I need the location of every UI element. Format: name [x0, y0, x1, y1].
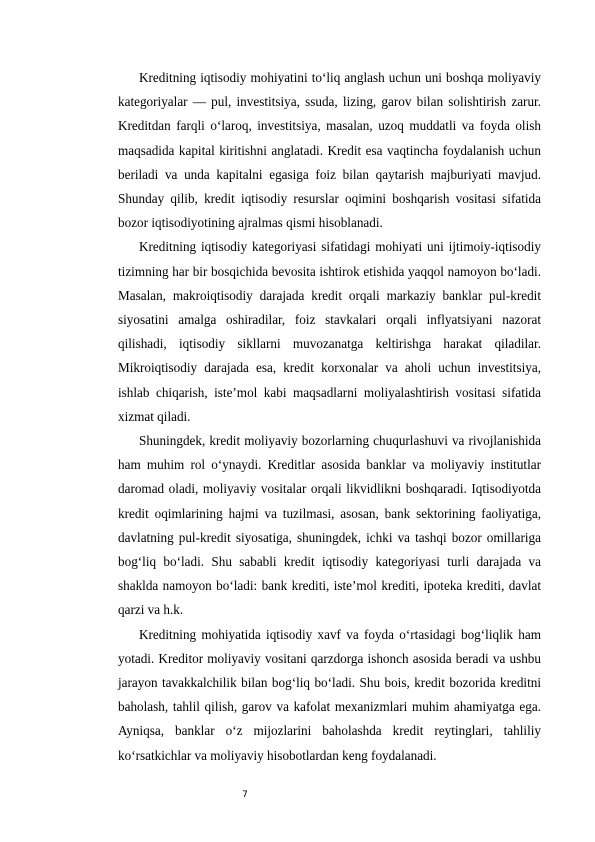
paragraph: Kreditning iqtisodiy mohiyatini to‘liq anglash uchun uni boshqa moliyaviy kategoriyalar — pul, investitsiya, ssuda, lizing, garov bilan solishtirish zarur. Kreditdan farqli o‘laroq, investitsiya, masalan, uzoq muddatli va foyda olish maqsadida kapital kiritishni anglatadi. Kredit esa vaqtincha foydalanish uchun beriladi va unda kapitalni egasiga foiz bilan qaytarish majburiyati mavjud. Shunday qilib, kredit iqtisodiy resurslar oqimini boshqarish vositasi sifatida bozor iqtisodiyotining ajralmas qismi hisoblanadi. [118, 70, 541, 231]
paragraph: Kreditning iqtisodiy kategoriyasi sifatidagi mohiyati uni ijtimoiy-iqtisodiy tizimning har bir bosqichida bevosita ishtirok etishida yaqqol namoyon bo‘ladi. Masalan, makroiqtisodiy darajada kredit orqali markaziy banklar pul-kredit siyosatini amalga oshiradilar, foiz stavkalari orqali inflyatsiyani nazorat qilishadi, iqtisodiy sikllarni muvozanatga keltirishga harakat qiladilar. Mikroiqtisodiy darajada esa, kredit korxonalar va aholi uchun investitsiya, ishlab chiqarish, iste’mol kabi maqsadlarni moliyalashtirish vositasi sifatida xizmat qiladi. [118, 239, 541, 424]
paragraph: Shuningdek, kredit moliyaviy bozorlarning chuqurlashuvi va rivojlanishida ham muhim rol o‘ynaydi. Kreditlar asosida banklar va moliyaviy institutlar daromad oladi, moliyaviy vositalar orqali likvidlikni boshqaradi. Iqtisodiyotda kredit oqimlarining hajmi va tuzilmasi, asosan, bank sektorining faoliyatiga, davlatning pul-kredit siyosatiga, shuningdek, ichki va tashqi bozor omillariga bog‘liq bo‘ladi. Shu sababli kredit iqtisodiy kategoriyasi turli darajada va shaklda namoyon bo‘ladi: bank krediti, iste’mol krediti, ipoteka krediti, davlat qarzi va h.k. [118, 433, 541, 618]
page-number: 7 [242, 790, 248, 800]
paragraph: Kreditning mohiyatida iqtisodiy xavf va foyda o‘rtasidagi bog‘liqlik ham yotadi. Kreditor moliyaviy vositani qarzdorga ishonch asosida beradi va ushbu jarayon tavakkalchilik bilan bog‘liq bo‘ladi. Shu bois, kredit bozorida kreditni baholash, tahlil qilish, garov va kafolat mexanizmlari muhim ahamiyatga ega. Ayniqsa, banklar o‘z mijozlarini baholashda kredit reytinglari, tahliliy ko‘rsatkichlar va moliyaviy hisobotlardan keng foydalanadi. [118, 626, 541, 763]
document-body [118, 66, 541, 768]
